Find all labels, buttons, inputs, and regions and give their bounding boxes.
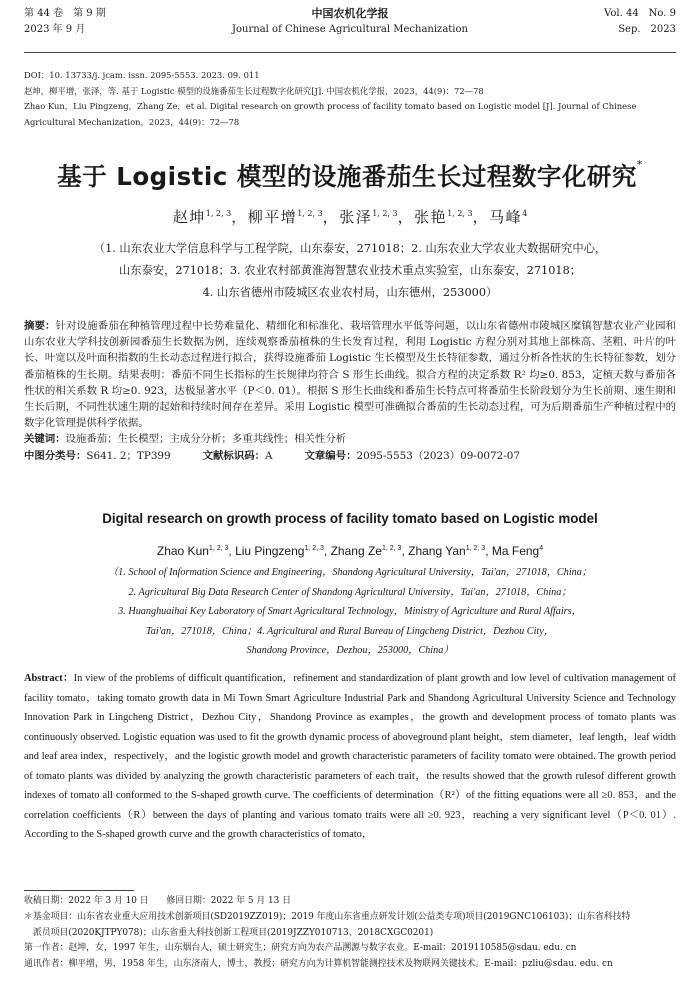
en-author-name: Zhang Yan (408, 544, 466, 558)
en-author-affiliation-mark: 1, 2, 3 (381, 545, 402, 552)
cn-author-affiliation-mark: 1, 2, 3 (205, 209, 232, 218)
affiliation-line-cn: 4. 山东省德州市陵城区农业农村局，山东德州，253000） (202, 286, 498, 299)
cn-author-affiliation-mark: 1, 2, 3 (372, 209, 398, 218)
affiliation-line-en: 3. Huanghuaihai Key Laboratory of Smart Agricultural Technology，Ministry of Agriculture and Rural Affairs， (118, 606, 582, 617)
abstract-en (24, 669, 676, 845)
affiliation-line-en: Shandong Province，Dezhou，253000，China） (246, 645, 454, 656)
en-author-name: Ma Feng (491, 544, 540, 558)
affiliation-line-en: （1. School of Information Science and Engineering，Shandong Agricultural University，Tai'an，271018，China； (107, 567, 593, 578)
clc-value: S641. 2；TP399 (86, 449, 171, 462)
volume-issue-en: Vol. 44 No. 9 (604, 8, 676, 19)
footnote-line: 通讯作者：柳平增，男，1958 年生，山东济南人，博士，教授；研究方向为计算机智能测控技术及物联网关键技术。E-mail：pzliu@sdau. edu. cn (24, 959, 613, 970)
cn-author-name: 马峰 (489, 208, 523, 226)
keywords-cn (24, 431, 676, 447)
abstract-cn-label: 摘要： (24, 320, 56, 332)
paper-title-cn (24, 158, 676, 193)
citation-meta (24, 68, 676, 130)
doi[interactable]: DOI：10. 13733/j. jcam. issn. 2095-5553. 2023. 09. 011 (24, 70, 260, 80)
volume-issue-cn: 第 44 卷 第 9 期 (24, 8, 106, 19)
cn-author-separator: ， (322, 208, 340, 226)
affiliation-line-en: 2. Agricultural Big Data Research Center of Shandong Agricultural University，Tai'an，271018，China； (128, 586, 572, 598)
cn-author-affiliation-mark: 1, 2, 3 (297, 209, 323, 218)
abstract-cn (24, 318, 676, 431)
en-author-affiliation-mark: 1, 2, 3 (208, 545, 229, 552)
en-author-separator: , (401, 544, 409, 558)
keywords-cn-text: 设施番茄；生长模型；主成分分析；多重共线性；相关性分析 (65, 433, 347, 446)
affiliations-en (24, 563, 676, 661)
classification-line (24, 448, 676, 464)
cn-author-name: 张泽 (339, 208, 373, 226)
abstract-cn-text: 针对设施番茄在种植管理过程中长势难量化、精细化和标准化、栽培管理水平低等问题，以山东省德州市陵城区糜镇智慧农业产业园和山东农业大学科技创新园番茄生长数据为例，连续观察番茄植株的生长发育过程，利用 Logistic 方程分别对其地上部株高、茎粗、叶片的叶长、叶宽以及叶面积指数的生长动态过程进行拟合，获得设施番茄 Logistic 生长模型及生长特征参数，通过分析各性状的生长特征参数，划分番茄植株的生长期。结果表明：番茄不同生长指标的生长规律均符合 S 形生长曲线。拟合方程的决定系数 R² 均≥0. 853，定植天数与番茄各性状的相关系数 R 均≥0. 923，达极显著水平（P＜0. 01）。根据 S 形生长曲线和番茄生长特点可将番茄生长阶段划分为生长前期、速生期和生长后期，不同性状速生期的起始和持续时间存在差异。采用 Logistic 模型可准确拟合番茄的生长动态过程，可为后期番茄生产种植过程中的数字化管理提供科学依据。 (24, 320, 677, 430)
en-author-affiliation-mark: 1, 2, 3 (465, 545, 486, 552)
cn-author-affiliation-mark: 1, 2, 3 (447, 209, 473, 218)
funding-footnote-mark: * (636, 158, 643, 171)
cn-author-separator: ， (472, 208, 490, 226)
footnote-divider (24, 890, 134, 891)
journal-name-en: Journal of Chinese Agricultural Mechanization (232, 24, 468, 35)
footnotes (24, 894, 676, 973)
cn-author-name: 张艳 (414, 208, 448, 226)
abstract-en-label: Abstract： (24, 673, 74, 684)
en-author-separator: , (228, 544, 236, 558)
en-author-name: Zhang Ze (330, 544, 382, 558)
doc-code-label: 文献标识码： (202, 449, 265, 462)
clc-label: 中图分类号： (24, 449, 87, 462)
en-author-name: Zhao Kun (156, 544, 209, 558)
cn-author-separator: ， (397, 208, 415, 226)
doc-code-value: A (265, 449, 273, 462)
footnote-line: 第一作者：赵坤，女，1997 年生，山东烟台人，硕士研究生；研究方向为农产品溯源与数字农业。E-mail：2019110585@sdau. edu. cn (24, 943, 577, 954)
en-author-separator: , (323, 544, 331, 558)
date-cn: 2023 年 9 月 (24, 24, 86, 35)
en-author-affiliation-mark: 4 (539, 545, 544, 552)
cn-author-separator: ， (231, 208, 248, 226)
date-en: Sep. 2023 (618, 24, 676, 35)
journal-name-cn: 中国农机化学报 (311, 7, 389, 20)
cn-author-name: 柳平增 (247, 208, 298, 226)
author-list-cn (24, 206, 676, 227)
author-list-en (24, 544, 676, 558)
header-right (604, 6, 676, 38)
affiliations-cn (24, 238, 676, 304)
citation-cn: 赵坤，柳平增，张泽，等. 基于 Logistic 模型的设施番茄生长过程数字化研究[J]. 中国农机化学报，2023，44(9)：72—78 (24, 85, 484, 96)
title-cn-text: 基于 Logistic 模型的设施番茄生长过程数字化研究 (57, 162, 637, 191)
footnote-line: ＊基金项目：山东省农业重大应用技术创新项目(SD2019ZZ019)；2019 年度山东省重点研发计划(公益类专项)项目(2019GNC106103)；山东省科技特 (24, 911, 631, 922)
en-author-name: Liu Pingzeng (235, 544, 305, 558)
en-author-affiliation-mark: 1, 2, 3 (304, 545, 324, 552)
abstract-cn-section (24, 318, 676, 464)
article-number-label: 文章编号： (304, 449, 357, 462)
footnote-line: 收稿日期：2022 年 3 月 10 日 修回日期：2022 年 5 月 13 日 (24, 896, 292, 906)
cn-author-name: 赵坤 (172, 208, 206, 226)
affiliation-line-en: Tai'an，271018，China；4. Agricultural and Rural Bureau of Lingcheng District，Dezhou City， (146, 625, 554, 637)
keywords-cn-label: 关键词： (24, 433, 66, 446)
article-number-value: 2095-5553（2023）09-0072-07 (356, 449, 520, 462)
affiliation-line-cn: （1. 山东农业大学信息科学与工程学院，山东泰安，271018；2. 山东农业大学农业大数据研究中心， (93, 242, 607, 255)
citation-en-line-1: Zhao Kun，Liu Pingzeng，Zhang Ze，et al. Digital research on growth process of facility tomato based on Logistic model [J]. Journal of Chinese (24, 101, 637, 111)
abstract-en-section (24, 669, 676, 845)
citation-en-line-2: Agricultural Mechanization，2023，44(9)：72—78 (24, 116, 240, 127)
header-center (24, 6, 676, 38)
running-header (24, 6, 676, 53)
cn-author-affiliation-mark: 4 (522, 209, 528, 218)
footnote-line: 派员项目(2020KJTPY078)；山东省重大科技创新工程项目(2019JZZY010713、2018CXGC0201) (24, 927, 434, 938)
affiliation-line-cn: 山东泰安，271018；3. 农业农村部黄淮海智慧农业技术重点实验室，山东泰安，271018； (118, 264, 582, 277)
en-author-separator: , (485, 544, 492, 558)
abstract-en-text: In view of the problems of difficult quantification，refinement and standardization of plant growth and low level of cultivation management of facility tomato，taking tomato growth data in Mi Town Smart Agriculture Industrial Park and Shandong Agricultural University Science and Technology Innovation Park in Lingcheng District，Dezhou City，Shandong Province as examples，the growth and development process of tomato plants was continuously observed. Logistic equation was used to fit the growth dynamic process of aboveground plant height，stem diameter，leaf length，leaf width and leaf area index，respectively，and the logistic growth model and growth characteristic parameters of facility tomato were obtained. The growth period of tomato plants was divided by analyzing the growth characteristic parameters of each trait，the results showed that the growth rulesof different growth indexes of tomato all conformed to the S-shaped growth curve. The coefficients of determination（R²）of the fitting equations were all ≥0. 853，and the correlation coefficients（R）between the days of planting and various tomato traits were all ≥0. 923，reaching a very significant level（P＜0. 01）. According to the S-shaped growth curve and the growth characteristics of tomato， (24, 673, 676, 840)
paper-title-en: Digital research on growth process of facility tomato based on Logistic model (102, 511, 598, 526)
